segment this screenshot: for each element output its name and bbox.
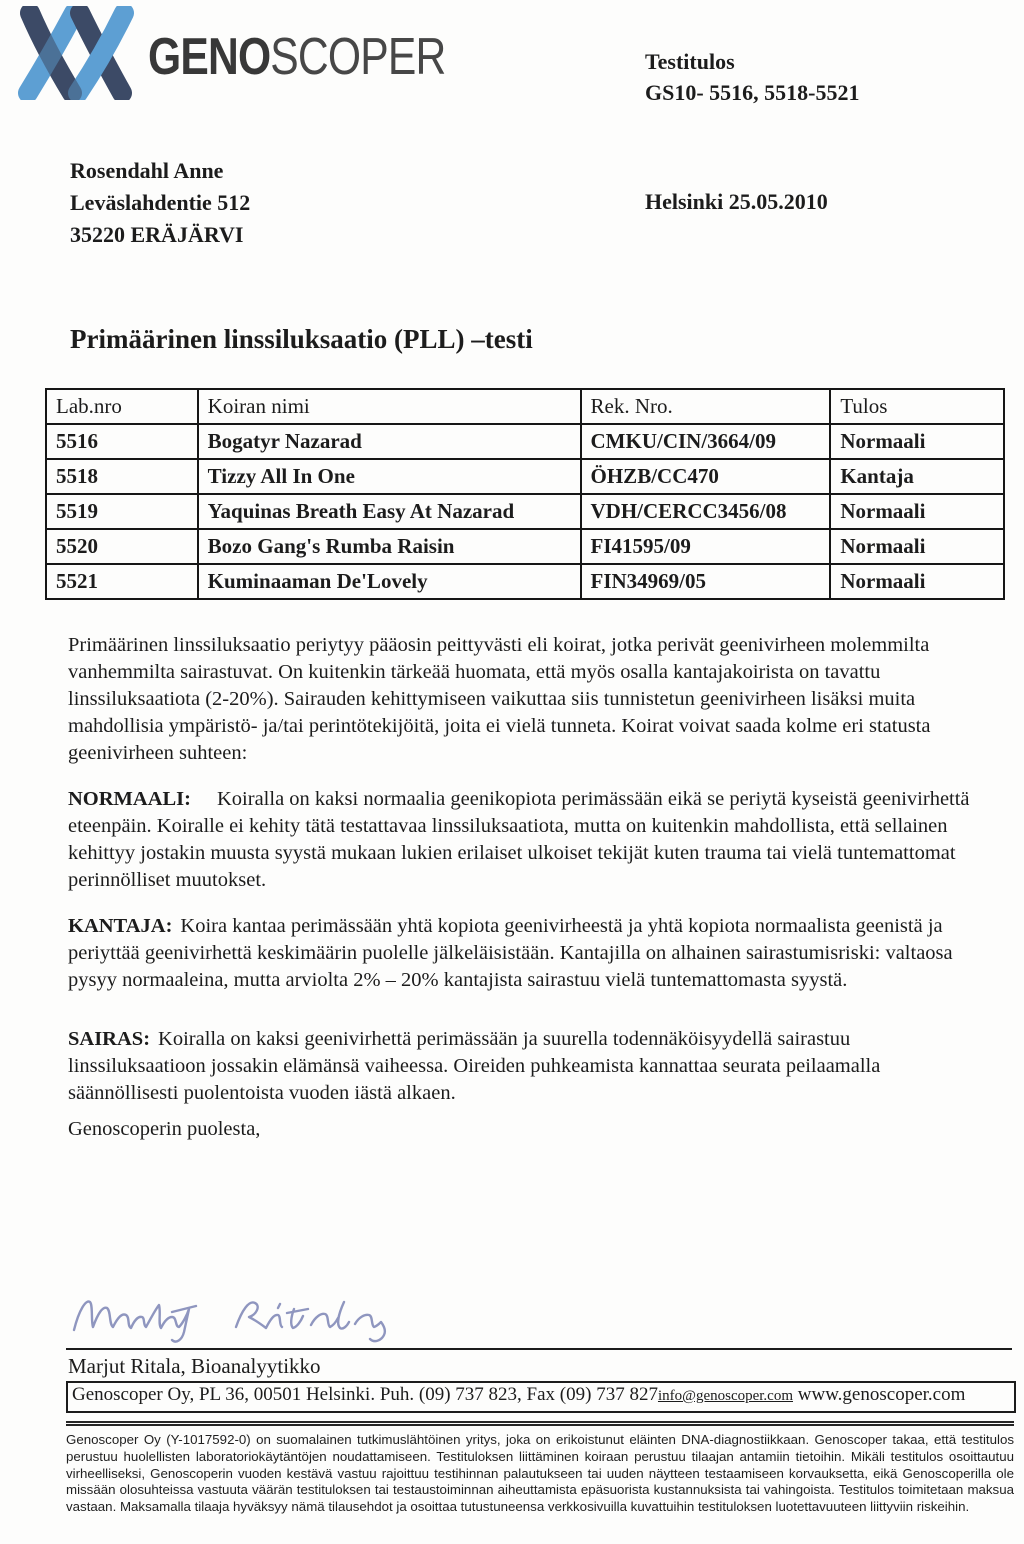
cell-reg-number: ÖHZB/CC470 — [581, 459, 831, 494]
cell-result: Normaali — [830, 564, 1004, 599]
cell-reg-number: VDH/CERCC3456/08 — [581, 494, 831, 529]
cell-reg-number: FI41595/09 — [581, 529, 831, 564]
recipient-name: Rosendahl Anne — [70, 158, 224, 183]
cell-dog-name: Tizzy All In One — [198, 459, 581, 494]
col-header-koiran-nimi: Koiran nimi — [198, 389, 581, 424]
cell-labnro: 5516 — [46, 424, 198, 459]
section-text-sairas: Koiralla on kaksi geenivirhettä perimässään ja suurella todennäköisyydellä sairastuu linssiluksaatioon jossakin elämänsä vaiheessa. Oireiden puhkeamista kannattaa seurata peilaamalla säännöllisesti puolentoista vuoden iästä alkaen. — [68, 1028, 881, 1104]
dna-mark-icon — [12, 6, 140, 100]
document-title: Primäärinen linssiluksaatio (PLL) –testi — [70, 324, 533, 354]
col-header-labnro: Lab.nro — [46, 389, 198, 424]
cell-result: Kantaja — [830, 459, 1004, 494]
cell-dog-name: Bogatyr Nazarad — [198, 424, 581, 459]
website-text: www.genoscoper.com — [793, 1384, 966, 1405]
legal-disclaimer: Genoscoper Oy (Y-1017592-0) on suomalainen tutkimuslähtöinen yritys, joka on erikoistunut eläinten DNA-diagnostiikkaan. Genoscoper takaa, että testitulos perustuu huolellisten laboratoriokäytäntöjen noudattamiseen. Testituloksen liittäminen koiraan perustuu tilaajan antamiin tietoihin. Mikäli testitulos osoittautuu virheelliseksi, Genoscoperin vuoden kestävä vastuu rajoittuu testihinnan palautukseen tai uuden näytteen testaamiseen korvauksetta, eikä Genoscoperilla ole missään olosuhteissa vastuuta väärän testituloksen tai testaustoiminnan aiheuttamista epäsuorista kustannuksista tai vahingoista. Testitulos toimitetaan maksua vastaan. Maksamalla tilaaja hyväksyy nämä tilausehdot ja osoittaa tutustuneensa verkkosivuilla kuvattuihin testituloksen luotettavuuteen liittyviin riskeihin. — [66, 1432, 1014, 1515]
table-row — [46, 494, 1004, 529]
cell-labnro: 5521 — [46, 564, 198, 599]
footer-rule — [66, 1421, 1014, 1426]
section-paragraph-normaali — [68, 786, 990, 894]
cell-result: Normaali — [830, 424, 1004, 459]
col-header-tulos: Tulos — [830, 389, 1004, 424]
handwritten-signature — [68, 1282, 413, 1349]
contact-bar — [66, 1381, 1016, 1413]
intro-paragraph: Primäärinen linssiluksaatio periytyy pääosin peittyvästi eli koirat, jotka perivät geenivirheen molemmilta vanhemmilta sairastuvat. On kuitenkin tärkeää huomata, että myös osalla kantajakoirista on tavattu linssiluksaatiota (2-20%). Sairauden kehittymiseen vaikuttaa siis tunnistetun geenivirheen lisäksi muita mahdollisia ympäristö- ja/tai perintötekijöitä, joita ei vielä tunneta. Koirat voivat saada kolme eri statusta geenivirheen suhteen: — [68, 634, 931, 764]
brand-name — [148, 27, 445, 87]
cell-labnro: 5518 — [46, 459, 198, 494]
section-text-normaali: Koiralla on kaksi normaalia geenikopiota perimässään eikä se periytä kyseistä geenivirhettä eteenpäin. Koiralle ei kehity tätä testattavaa linssiluksaatiota, mutta on kuitenkin mahdollista, että sellainen kehittyy jostakin muusta syystä mukaan lukien erilaiset ulkoiset tekijät kuten trauma tai vielä tuntemattomat perinnölliset muutokset. — [68, 788, 970, 891]
contact-address-phone: Genoscoper Oy, PL 36, 00501 Helsinki. Puh. (09) 737 823, Fax (09) 737 827 — [72, 1384, 658, 1405]
doc-meta — [645, 46, 860, 108]
recipient-street: Leväslahdentie 512 — [70, 190, 251, 215]
closing-line: Genoscoperin puolesta, — [68, 1118, 261, 1140]
section-paragraph-kantaja — [68, 913, 990, 994]
brand-name-bold: GENO — [148, 28, 271, 86]
cell-result: Normaali — [830, 529, 1004, 564]
cell-reg-number: FIN34969/05 — [581, 564, 831, 599]
section-paragraph-sairas — [68, 1026, 990, 1107]
cell-labnro: 5519 — [46, 494, 198, 529]
section-text-kantaja: Koira kantaa perimässään yhtä kopiota geenivirheestä ja yhtä kopiota normaalista geenistä ja periyttää geenivirhettä keskimäärin puolelle jälkeläisistään. Kantajilla on alhainen sairastumisriski: valtaosa pysyy normaaleina, mutta arviolta 2% – 20% kantajista sairastuu vielä tuntemattomasta syystä. — [68, 915, 953, 991]
cell-labnro: 5520 — [46, 529, 198, 564]
place-date: Helsinki 25.05.2010 — [645, 189, 828, 214]
col-header-rek-nro: Rek. Nro. — [581, 389, 831, 424]
table-row — [46, 529, 1004, 564]
section-label-sairas: SAIRAS: — [68, 1028, 151, 1050]
table-row — [46, 424, 1004, 459]
cell-dog-name: Kuminaaman De'Lovely — [198, 564, 581, 599]
cell-result: Normaali — [830, 494, 1004, 529]
recipient-address — [70, 155, 250, 251]
cell-dog-name: Yaquinas Breath Easy At Nazarad — [198, 494, 581, 529]
brand-name-light: SCOPER — [270, 28, 446, 86]
table-header-row — [46, 389, 1004, 424]
email-link[interactable]: info@genoscoper.com — [657, 1388, 793, 1404]
cell-reg-number: CMKU/CIN/3664/09 — [581, 424, 831, 459]
section-label-kantaja: KANTAJA: — [68, 915, 173, 937]
recipient-city: 35220 ERÄJÄRVI — [70, 222, 244, 247]
results-table — [45, 388, 1005, 600]
table-row — [46, 459, 1004, 494]
doc-code: GS10- 5516, 5518-5521 — [645, 80, 860, 105]
table-row — [46, 564, 1004, 599]
signature-rule — [66, 1348, 1012, 1350]
doc-type: Testitulos — [645, 49, 735, 74]
section-label-normaali: NORMAALI: — [68, 788, 191, 810]
cell-dog-name: Bozo Gang's Rumba Raisin — [198, 529, 581, 564]
brand-logo — [12, 6, 511, 100]
signatory-name: Marjut Ritala, Bioanalyytikko — [68, 1354, 321, 1378]
